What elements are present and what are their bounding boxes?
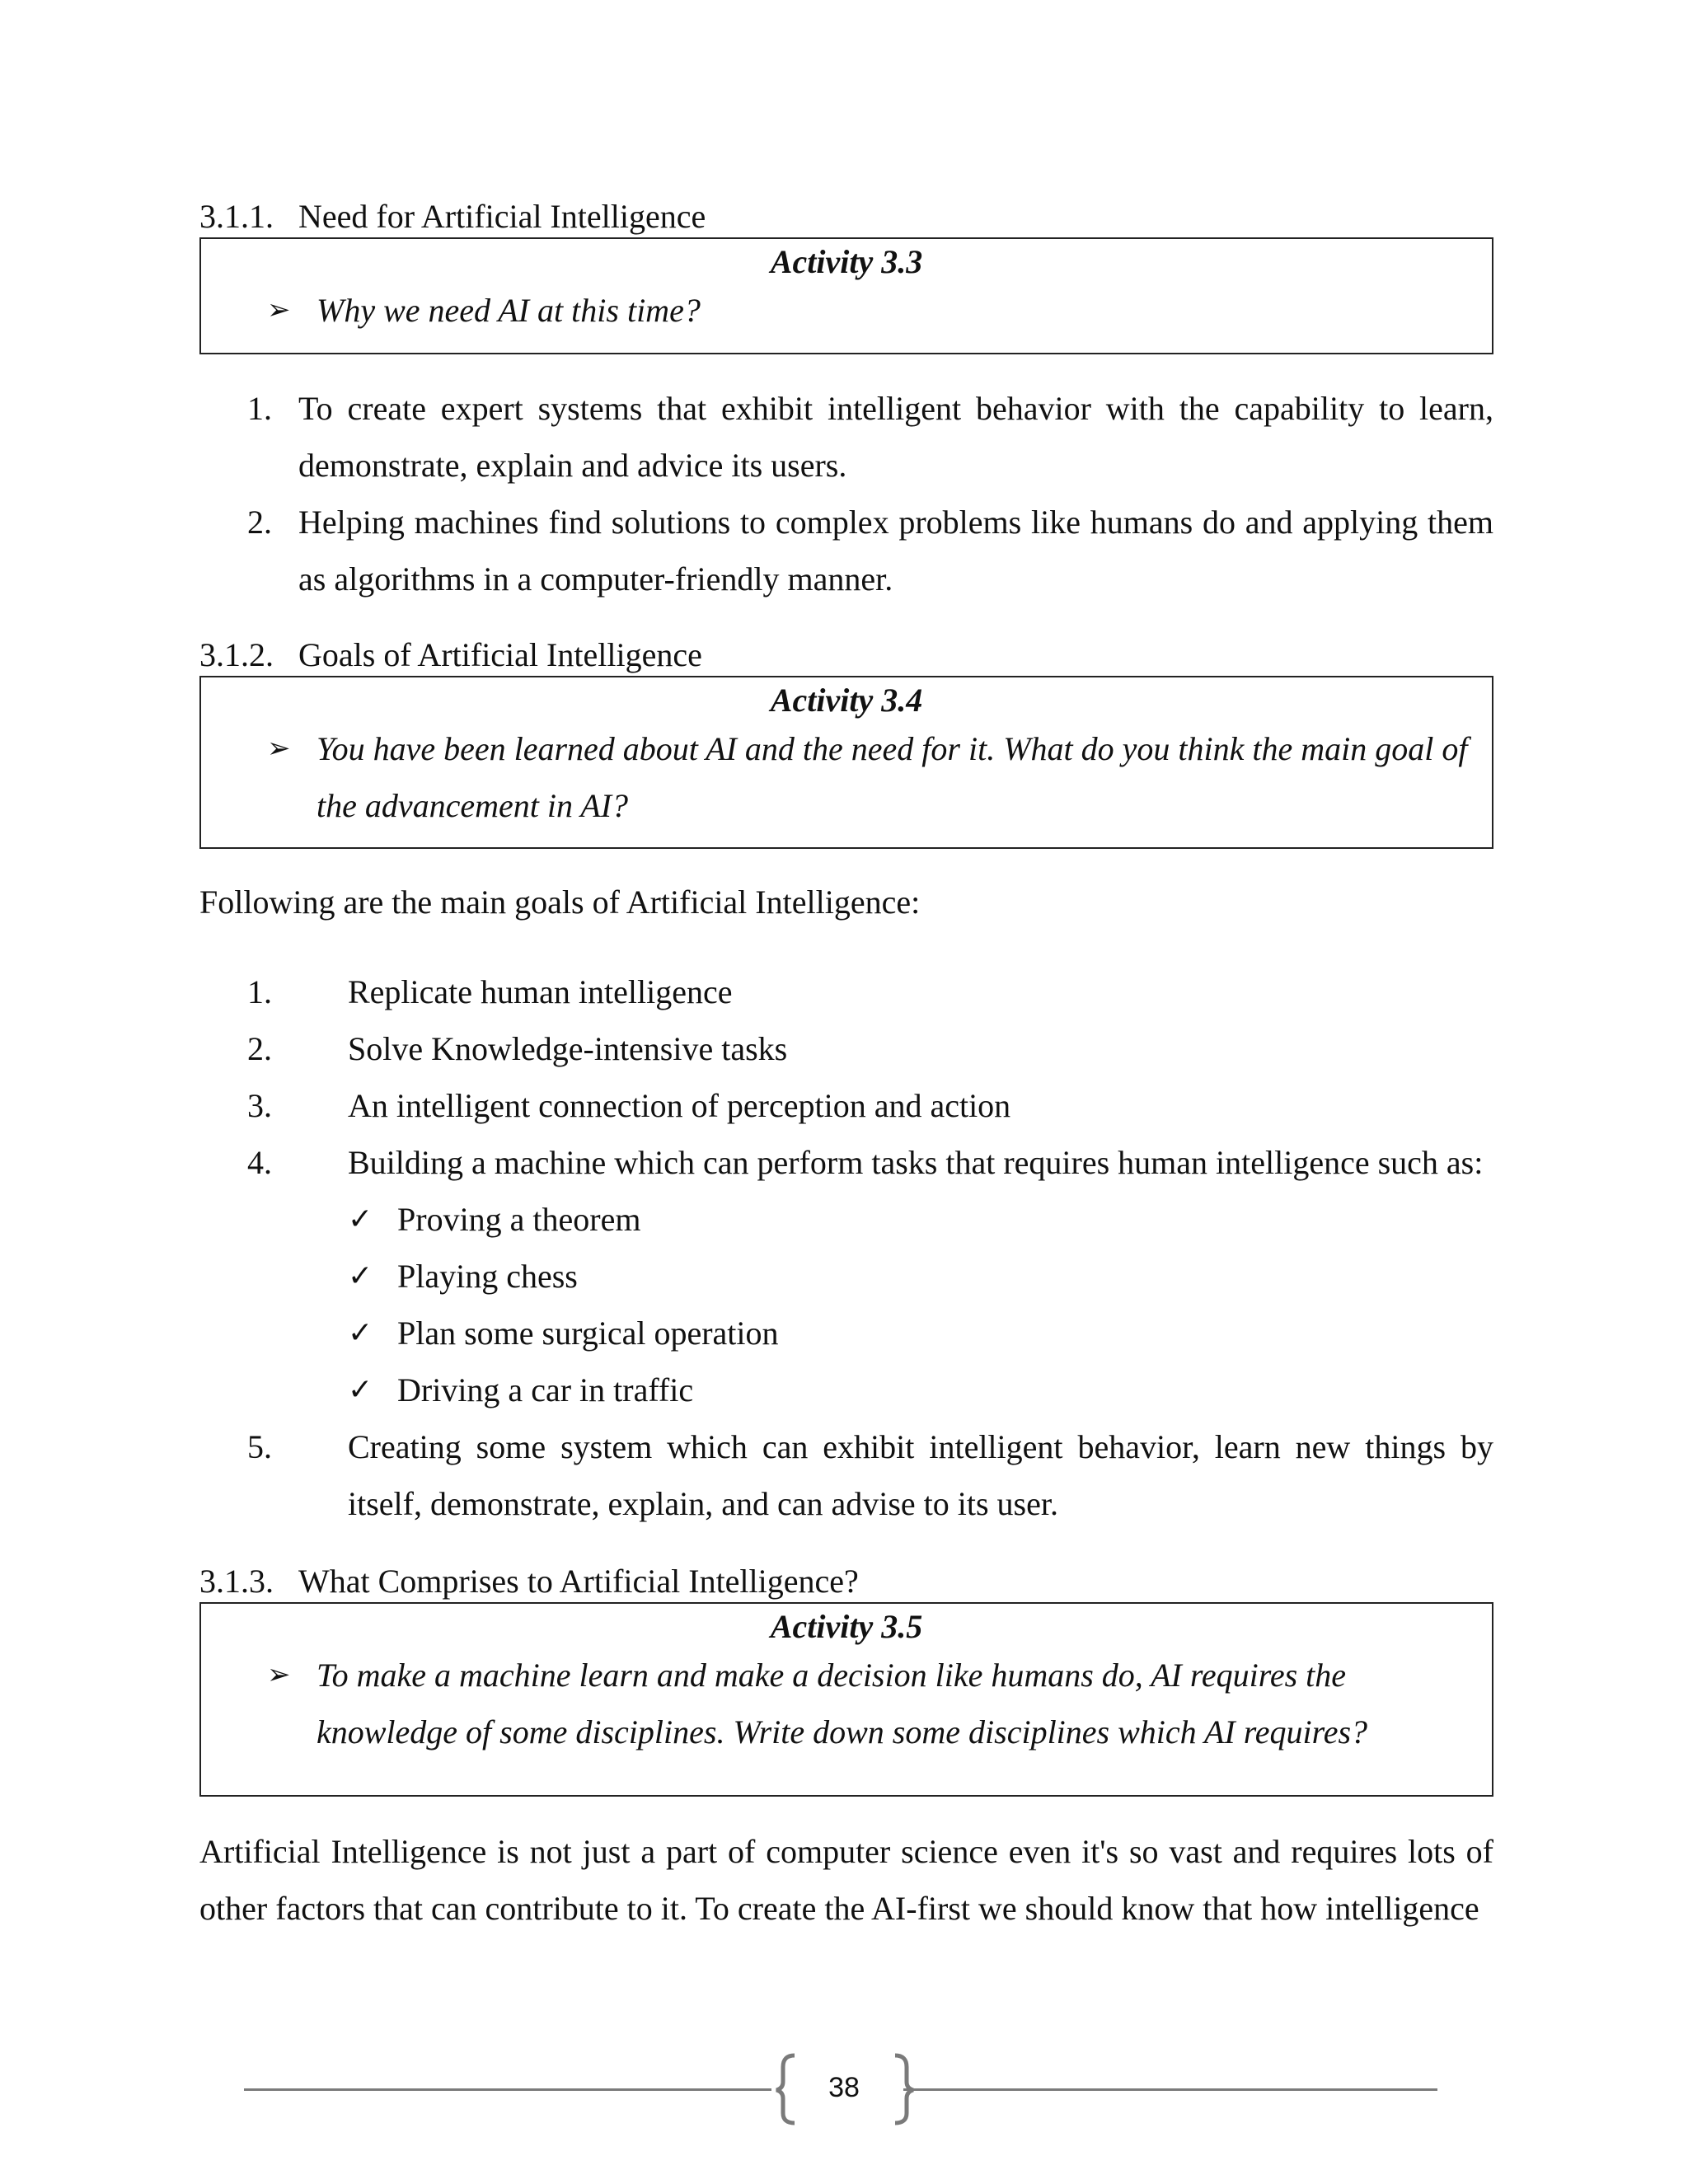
activity-box-3-4	[199, 676, 1493, 849]
activity-question-text: You have been learned about AI and the need for it. What do you think the main goal of the advancement in AI?	[316, 730, 1468, 824]
activity-question	[201, 282, 1492, 339]
body-paragraph: Artificial Intelligence is not just a part of computer science even it's so vast and requires lots of other factors that can contribute to it. To create the AI-first we should know that how intelligence	[199, 1833, 1493, 1927]
goals-intro: Following are the main goals of Artificial Intelligence:	[199, 883, 921, 921]
section-title: Need for Artificial Intelligence	[298, 198, 706, 235]
goals-list	[199, 963, 1493, 1532]
activity-box-3-3	[199, 237, 1493, 354]
activity-title: Activity 3.4	[770, 682, 923, 719]
section-heading-3-1-2	[199, 635, 702, 676]
page-footer	[0, 2052, 1688, 2126]
checkmark-icon: ✓	[348, 1259, 373, 1293]
activity-question-text: To make a machine learn and make a decision like humans do, AI requires the knowledge of some disciplines. Write down some disciplines which AI requires?	[316, 1657, 1368, 1750]
right-bracket-icon	[892, 2052, 917, 2126]
checkmark-icon: ✓	[348, 1316, 373, 1350]
list-item: 2. Helping machines find solutions to complex problems like humans do and applying them as algorithms in a computer-friendly manner.	[247, 504, 1493, 598]
subgoal-item: ✓ Driving a car in traffic	[199, 1361, 1493, 1418]
activity-title: Activity 3.5	[770, 1608, 923, 1645]
activity-title: Activity 3.3	[770, 243, 923, 280]
activity-question-text: Why we need AI at this time?	[316, 292, 701, 329]
left-bracket-icon	[773, 2052, 798, 2126]
activity-question	[201, 1647, 1492, 1760]
goal-item: 4. Building a machine which can perform tasks that requires human intelligence such as:	[247, 1144, 1484, 1181]
checkmark-icon: ✓	[348, 1202, 373, 1236]
goal-item: 1. Replicate human intelligence	[247, 973, 733, 1010]
checkmark-icon: ✓	[348, 1373, 373, 1407]
goal-item: 5. Creating some system which can exhibit intelligent behavior, learn new things by itself, demonstrate, explain, and can advise to its user.	[247, 1428, 1493, 1522]
goal-item: 2. Solve Knowledge-intensive tasks	[247, 1030, 788, 1067]
section-number: 3.1.2.	[199, 636, 274, 673]
activity-question	[201, 720, 1492, 834]
section-title: Goals of Artificial Intelligence	[298, 636, 702, 673]
page-number: 38	[828, 2072, 860, 2103]
arrow-bullet-icon: ➢	[267, 295, 291, 326]
section-title: What Comprises to Artificial Intelligence?	[298, 1563, 859, 1600]
subgoal-item: ✓ Proving a theorem	[199, 1191, 1493, 1248]
section-heading-3-1-1	[199, 196, 706, 237]
list-item: 1. To create expert systems that exhibit intelligent behavior with the capability to learn, demonstrate, explain and advice its users.	[247, 390, 1493, 484]
need-list	[199, 380, 1493, 607]
arrow-bullet-icon: ➢	[267, 733, 291, 764]
arrow-bullet-icon: ➢	[267, 1660, 291, 1690]
activity-box-3-5	[199, 1602, 1493, 1797]
footer-rule-right	[903, 2088, 1437, 2091]
section-number: 3.1.1.	[199, 198, 274, 235]
section-heading-3-1-3	[199, 1561, 859, 1602]
section-number: 3.1.3.	[199, 1563, 274, 1600]
goal-item: 3. An intelligent connection of perception and action	[247, 1087, 1011, 1124]
subgoal-item: ✓ Playing chess	[199, 1248, 1493, 1305]
subgoal-item: ✓ Plan some surgical operation	[199, 1305, 1493, 1361]
footer-rule-left	[244, 2088, 771, 2091]
